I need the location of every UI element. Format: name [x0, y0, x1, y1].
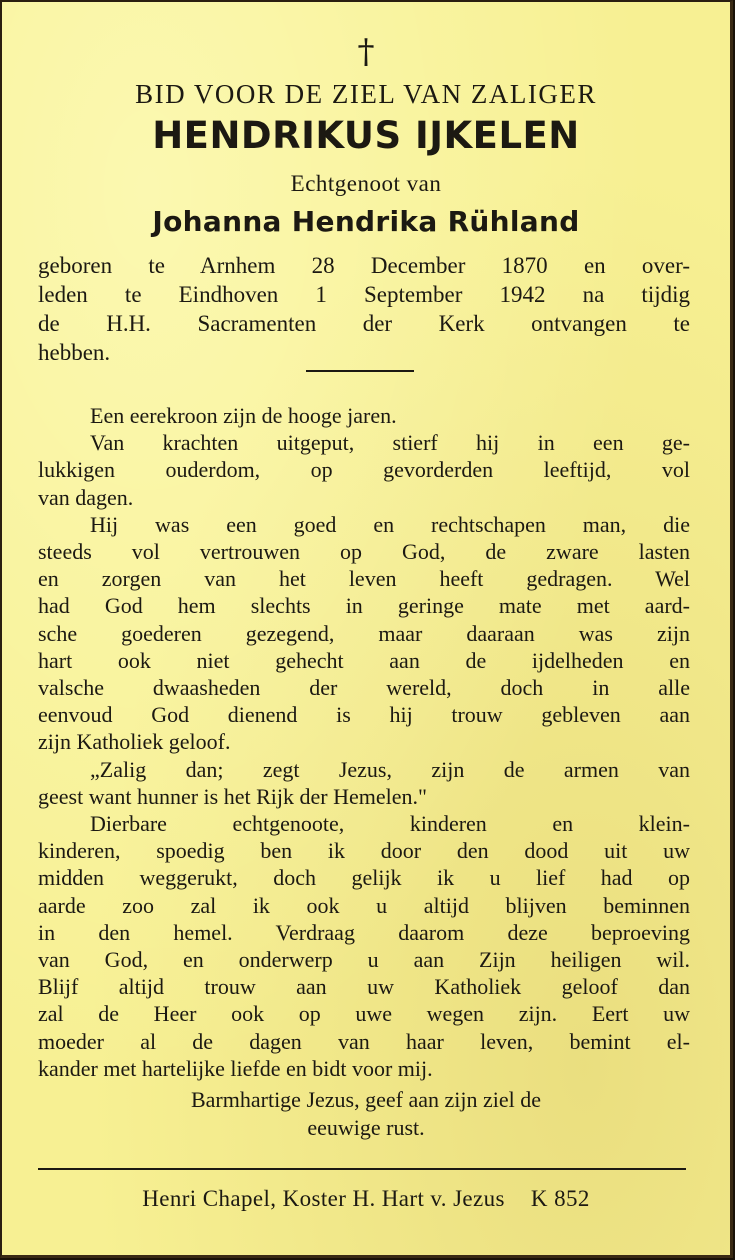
body-text	[38, 402, 690, 1082]
body-line: zal de Heer ook op uwe wegen zijn. Eert uw	[38, 1001, 690, 1027]
deceased-name: HENDRIKUS IJKELEN	[152, 114, 580, 157]
bio-line: de H.H. Sacramenten der Kerk ontvangen te	[38, 311, 690, 336]
cross-icon: †	[357, 32, 375, 72]
body-line: „Zalig dan; zegt Jezus, zijn de armen van	[90, 756, 690, 782]
divider-short	[306, 370, 414, 372]
body-line: Een eerekroon zijn de hooge jaren.	[90, 403, 397, 428]
spouse-intro: Echtgenoot van	[290, 171, 442, 196]
biography-paragraph	[38, 251, 690, 367]
body-line: van God, en onderwerp u aan Zijn heiligen wil.	[38, 947, 690, 973]
bio-line: geboren te Arnhem 28 December 1870 en over-	[38, 253, 690, 278]
divider-long	[38, 1168, 686, 1170]
body-line: moeder al de dagen van haar leven, bemint el-	[38, 1028, 690, 1054]
invocation-heading: BID VOOR DE ZIEL VAN ZALIGER	[135, 79, 597, 109]
closing-line: eeuwige rust.	[307, 1115, 425, 1140]
body-line: eenvoud God dienend is hij trouw gebleven aan	[38, 702, 690, 728]
bio-line: leden te Eindhoven 1 September 1942 na tijdig	[38, 282, 690, 307]
body-line: zijn Katholiek geloof.	[38, 729, 231, 755]
body-line: steeds vol vertrouwen op God, de zware lasten	[38, 539, 690, 565]
body-line: kinderen, spoedig ben ik door den dood uit uw	[38, 838, 690, 864]
body-line: van dagen.	[38, 484, 134, 510]
body-line: Hij was een goed en rechtschapen man, die	[90, 511, 690, 537]
closing-line: Barmhartige Jezus, geef aan zijn ziel de	[190, 1087, 541, 1112]
body-line: in den hemel. Verdraag daarom deze beproeving	[38, 919, 690, 945]
body-line: midden weggerukt, doch gelijk ik u lief had op	[38, 865, 690, 891]
body-line: hart ook niet gehecht aan de ijdelheden en	[38, 647, 690, 673]
card-code: K 852	[530, 1186, 590, 1211]
body-line: aarde zoo zal ik ook u altijd blijven beminnen	[38, 892, 690, 918]
body-line: Dierbare echtgenoote, kinderen en klein-	[90, 811, 690, 837]
printer-line	[2, 1184, 730, 1214]
body-line: sche goederen gezegend, maar daaraan was zijn	[38, 620, 690, 646]
body-line: lukkigen ouderdom, op gevorderden leeftijd, vol	[38, 457, 690, 483]
closing-prayer	[2, 1086, 730, 1142]
body-line: geest want hunner is het Rijk der Hemelen."	[38, 783, 427, 809]
spouse-name: Johanna Hendrika Rühland	[152, 205, 580, 238]
body-line: had God hem slechts in geringe mate met aard-	[38, 593, 690, 619]
bio-line: hebben.	[38, 340, 111, 365]
printer-name: Henri Chapel, Koster H. Hart v. Jezus	[142, 1186, 505, 1211]
body-line: Blijf altijd trouw aan uw Katholiek geloof dan	[38, 974, 690, 1000]
body-line: kander met hartelijke liefde en bidt voor mij.	[38, 1055, 433, 1081]
body-line: en zorgen van het leven heeft gedragen. Wel	[38, 566, 690, 592]
body-line: valsche dwaasheden der wereld, doch in alle	[38, 675, 690, 701]
body-line: Van krachten uitgeput, stierf hij in een ge-	[90, 430, 690, 456]
